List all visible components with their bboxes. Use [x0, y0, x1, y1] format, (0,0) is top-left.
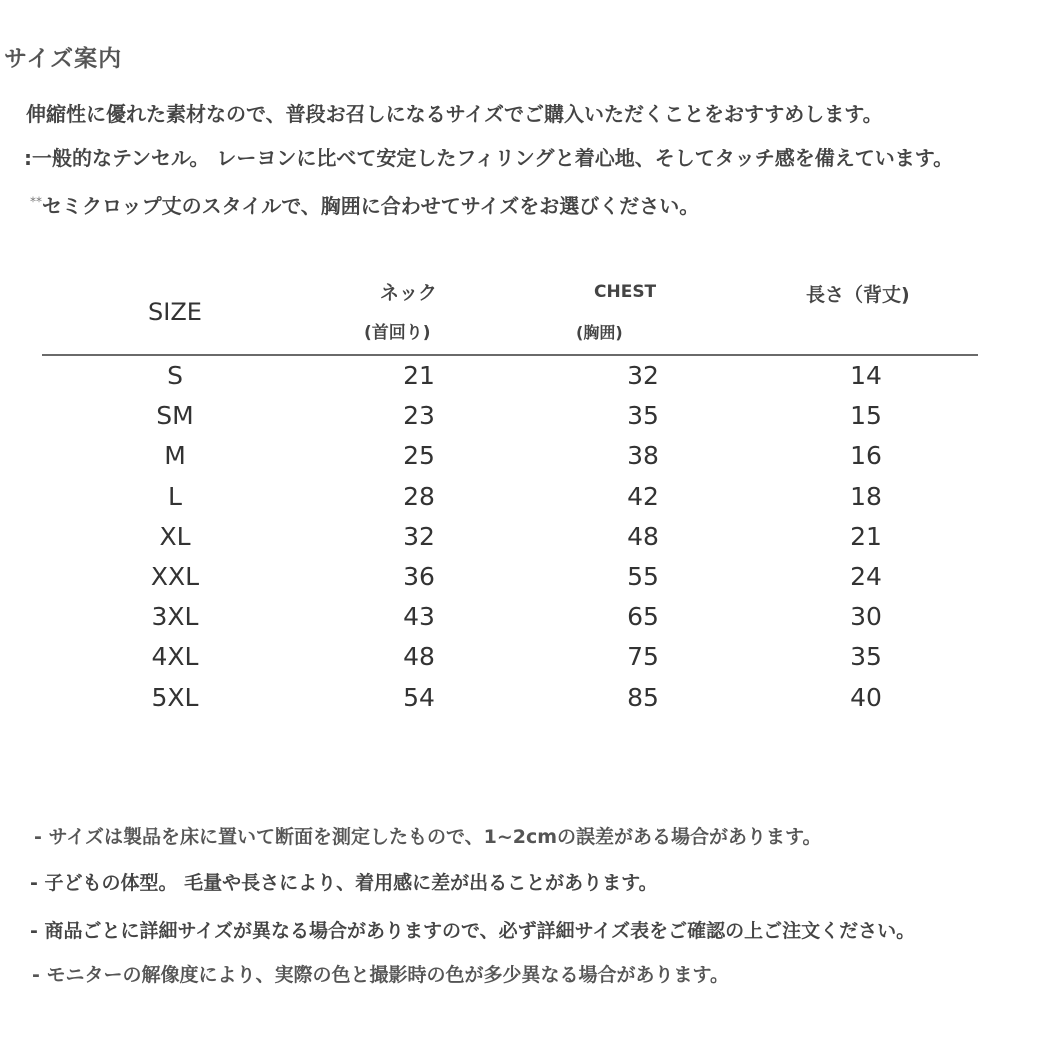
cell-neck: 21: [403, 361, 435, 390]
header-chest: CHEST: [594, 282, 657, 302]
cell-size: 5XL: [151, 682, 199, 712]
cell-length: 18: [850, 481, 882, 511]
cell-chest: 55: [627, 561, 659, 591]
table-row: [0, 597, 1061, 637]
cell-length: 24: [850, 561, 882, 591]
cell-neck: 36: [403, 561, 435, 591]
header-neck: ネック: [380, 282, 438, 304]
cell-chest: 38: [627, 441, 659, 471]
cell-size: L: [168, 481, 182, 511]
cell-size: SM: [156, 401, 194, 431]
table-row: [0, 557, 1061, 597]
cell-length: 15: [850, 401, 882, 431]
header-chest-sub: (胸囲): [576, 323, 623, 342]
cell-length: 16: [850, 441, 882, 471]
table-row: [0, 637, 1061, 677]
cell-neck: 48: [403, 642, 435, 672]
intro-line-3: [30, 190, 699, 219]
cell-length: 30: [850, 602, 882, 632]
cell-size: S: [167, 361, 183, 390]
note-measurement: - サイズは製品を床に置いて断面を測定したもので、1~2cmの誤差がある場合があります。: [34, 826, 822, 848]
intro-line-3-prefix: **: [30, 194, 42, 209]
cell-chest: 42: [627, 481, 659, 511]
cell-length: 14: [850, 361, 882, 390]
cell-chest: 85: [627, 682, 659, 712]
cell-size: M: [164, 441, 186, 471]
table-row: [0, 477, 1061, 517]
cell-chest: 65: [627, 602, 659, 632]
cell-chest: 75: [627, 642, 659, 672]
intro-line-3-text: セミクロップ丈のスタイルで、胸囲に合わせてサイズをお選びください。: [42, 194, 700, 218]
table-row: [0, 517, 1061, 557]
note-body-type: - 子どもの体型。 毛量や長さにより、着用感に差が出ることがあります。: [30, 872, 658, 894]
cell-size: 4XL: [151, 642, 199, 672]
table-row: [0, 396, 1061, 436]
note-monitor-color: - モニターの解像度により、実際の色と撮影時の色が多少異なる場合があります。: [32, 964, 729, 986]
cell-neck: 28: [403, 481, 435, 511]
cell-size: XXL: [150, 561, 200, 591]
cell-length: 40: [850, 682, 882, 712]
note-size-chart: - 商品ごとに詳細サイズが異なる場合がありますので、必ず詳細サイズ表をご確認の上ご注文ください。: [30, 920, 916, 942]
table-row: [0, 436, 1061, 476]
cell-size: 3XL: [151, 602, 199, 632]
table-row: [0, 678, 1061, 718]
cell-size: XL: [159, 521, 191, 551]
intro-line-2: :一般的なテンセル。 レーヨンに比べて安定したフィリングと着心地、そしてタッチ感を備えています。: [24, 146, 954, 170]
header-size: SIZE: [148, 298, 202, 326]
header-neck-sub: (首回り): [364, 323, 431, 343]
header-length: 長さ（背丈): [806, 284, 910, 306]
size-table-body: [0, 356, 1061, 718]
cell-neck: 54: [403, 682, 435, 712]
table-row: [0, 356, 1061, 396]
cell-neck: 32: [403, 521, 435, 551]
page-title: サイズ案内: [4, 46, 123, 72]
cell-length: 35: [850, 642, 882, 672]
intro-line-1: 伸縮性に優れた素材なので、普段お召しになるサイズでご購入いただくことをおすすめします。: [26, 102, 883, 126]
cell-neck: 43: [403, 602, 435, 632]
cell-neck: 23: [403, 401, 435, 431]
cell-chest: 35: [627, 401, 659, 431]
cell-chest: 48: [627, 521, 659, 551]
cell-neck: 25: [403, 441, 435, 471]
cell-length: 21: [850, 521, 882, 551]
cell-chest: 32: [627, 361, 659, 390]
